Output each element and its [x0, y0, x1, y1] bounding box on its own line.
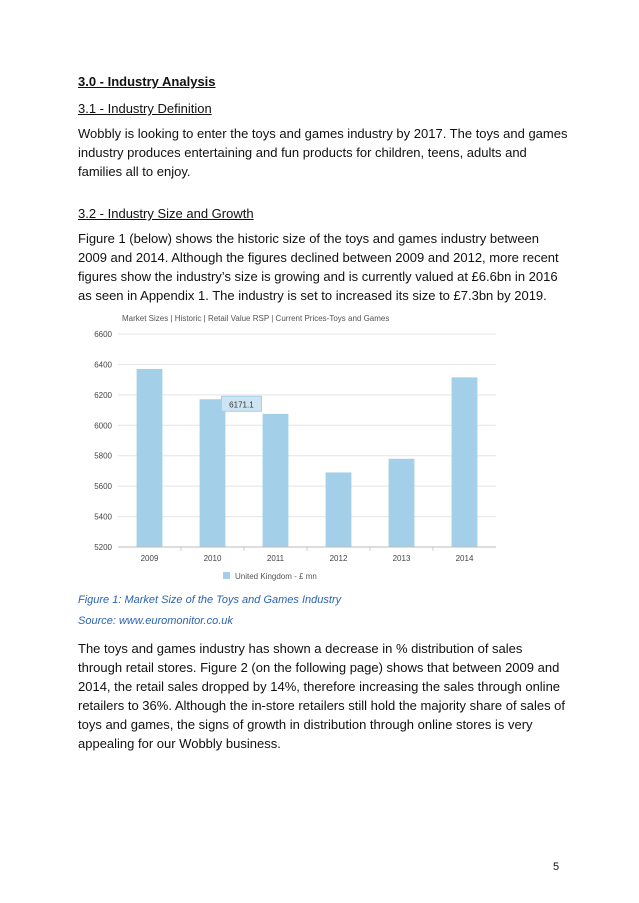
x-tick-label: 2010 [203, 554, 222, 563]
bar-2012 [326, 472, 352, 547]
x-tick-label: 2012 [329, 554, 348, 563]
x-tick-label: 2009 [140, 554, 159, 563]
figure-caption: Figure 1: Market Size of the Toys and Games Industry [78, 594, 342, 606]
bar-2011 [263, 414, 289, 547]
x-tick-label: 2014 [455, 554, 474, 563]
market-size-chart [78, 308, 508, 593]
legend-swatch [223, 572, 230, 579]
legend-label: United Kingdom - £ mn [235, 572, 317, 581]
industry-definition-paragraph: Wobbly is looking to enter the toys and games industry by 2017. The toys and games industry produces entertaining and fun products for children, teens, adults and families all to enjoy. [78, 126, 568, 179]
tooltip-label: 6171.1 [229, 400, 254, 410]
bar-2014 [452, 377, 478, 547]
y-tick-label: 5200 [94, 543, 112, 552]
subsection-title-industry-definition: 3.1 - Industry Definition [78, 101, 212, 116]
y-tick-label: 5600 [94, 482, 112, 492]
figure-source: Source: www.euromonitor.co.uk [78, 615, 233, 627]
y-tick-label: 5800 [94, 451, 112, 461]
industry-size-paragraph: Figure 1 (below) shows the historic size of the toys and games industry between 2009 and 2014. Although the figures declined between 2009 and 2012, more recent figures show the industry’s size is growing and is currently valued at £6.6bn in 2016 as seen in Appendix 1. The industry is set to increased its size to £7.3bn by 2019. [78, 231, 559, 303]
x-tick-label: 2013 [392, 554, 411, 563]
chart-grid [118, 334, 496, 547]
bar-2013 [389, 459, 415, 547]
y-tick-label: 6600 [94, 330, 112, 339]
bar-2009 [137, 369, 163, 547]
y-tick-label: 5400 [94, 512, 112, 522]
chart-title: Market Sizes | Historic | Retail Value RSP | Current Prices-Toys and Games [122, 314, 390, 323]
subsection-title-industry-size: 3.2 - Industry Size and Growth [78, 206, 254, 221]
y-tick-label: 6200 [94, 390, 112, 400]
x-tick-label: 2011 [266, 554, 285, 563]
distribution-paragraph: The toys and games industry has shown a decrease in % distribution of sales through retail stores. Figure 2 (on the following page) shows that between 2009 and 2014, the retail sales dropped by 14%, therefore increasing the sales through online retailers to 36%. Although the in-store retailers still hold the majority share of sales of toys and games, the signs of growth in distribution through online stores is very appealing for our Wobbly business. [78, 641, 566, 751]
section-heading: 3.0 - Industry Analysis [78, 74, 216, 89]
y-tick-label: 6000 [94, 421, 112, 431]
market-size-chart-svg [78, 308, 508, 593]
y-tick-label: 6400 [94, 360, 112, 370]
bar-2010 [200, 399, 226, 547]
chart-bars [137, 369, 478, 547]
chart-legend [223, 572, 317, 581]
page-number: 5 [553, 861, 560, 873]
